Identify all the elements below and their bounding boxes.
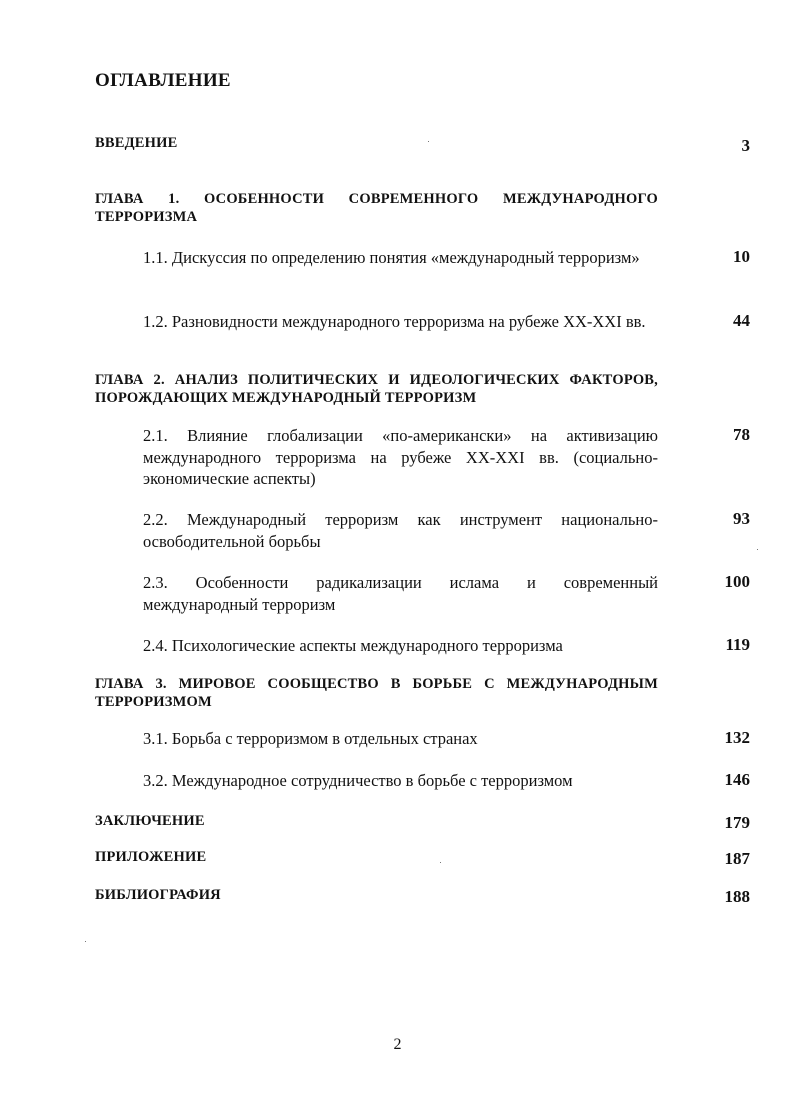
toc-section-1-1[interactable] [143,247,750,269]
toc-page-number: 100 [724,572,750,591]
toc-page-number: 188 [724,887,750,906]
section-title: 3.1. Борьба с терроризмом в отдельных странах [143,729,478,748]
toc-chapter-2[interactable] [95,371,750,407]
toc-page-number: 93 [733,509,750,528]
toc-page-number: 3 [741,136,750,155]
toc-page-number: 78 [733,425,750,444]
section-title: 2.3. Особенности радикализации ислама и современный международный терроризм [143,573,658,614]
toc-section-2-4[interactable] [143,635,750,657]
toc-page-number: 10 [733,247,750,266]
toc-chapter-1[interactable] [95,190,750,226]
page-title: ОГЛАВЛЕНИЕ [95,70,231,91]
toc-page-number: 146 [724,770,750,789]
toc-section-2-1[interactable] [143,425,750,490]
scan-speck [85,941,86,942]
scan-speck [428,141,429,142]
toc-page-number: 179 [724,813,750,832]
scan-speck [757,549,758,550]
toc-section-2-2[interactable] [143,509,750,552]
toc-section-3-1[interactable] [143,728,750,750]
toc-entry-label: ЗАКЛЮЧЕНИЕ [95,813,205,829]
toc-entry-label: БИБЛИОГРАФИЯ [95,887,221,903]
toc-section-3-2[interactable] [143,770,750,792]
section-title: 2.4. Психологические аспекты международного терроризма [143,636,563,655]
scan-speck [440,862,441,863]
toc-entry-label: ВВЕДЕНИЕ [95,135,178,151]
section-title: 2.1. Влияние глобализации «по-американски» на активизацию международного терроризма на рубеже XX-XXI вв. (социально-экономические аспекты) [143,426,658,488]
section-title: 2.2. Международный терроризм как инструмент национально-освободительной борьбы [143,510,658,551]
chapter-title: ГЛАВА 3. МИРОВОЕ СООБЩЕСТВО В БОРЬБЕ С МЕЖДУНАРОДНЫМ ТЕРРОРИЗМОМ [95,676,658,710]
toc-page-number: 187 [724,849,750,868]
chapter-title: ГЛАВА 2. АНАЛИЗ ПОЛИТИЧЕСКИХ И ИДЕОЛОГИЧЕСКИХ ФАКТОРОВ, ПОРОЖДАЮЩИХ МЕЖДУНАРОДНЫЙ ТЕРРОРИЗМ [95,372,658,406]
toc-page-number: 132 [724,728,750,747]
toc-page-number: 119 [725,635,750,654]
page-number: 2 [393,1036,402,1053]
toc-section-1-2[interactable] [143,311,750,333]
section-title: 1.2. Разновидности международного терроризма на рубеже XX-XXI вв. [143,312,646,331]
toc-page-number: 44 [733,311,750,330]
section-title: 1.1. Дискуссия по определению понятия «международный терроризм» [143,248,640,267]
chapter-title: ГЛАВА 1. ОСОБЕННОСТИ СОВРЕМЕННОГО МЕЖДУНАРОДНОГО ТЕРРОРИЗМА [95,191,658,225]
toc-chapter-3[interactable] [95,675,750,711]
toc-entry-label: ПРИЛОЖЕНИЕ [95,849,207,865]
section-title: 3.2. Международное сотрудничество в борьбе с терроризмом [143,771,573,790]
toc-section-2-3[interactable] [143,572,750,615]
